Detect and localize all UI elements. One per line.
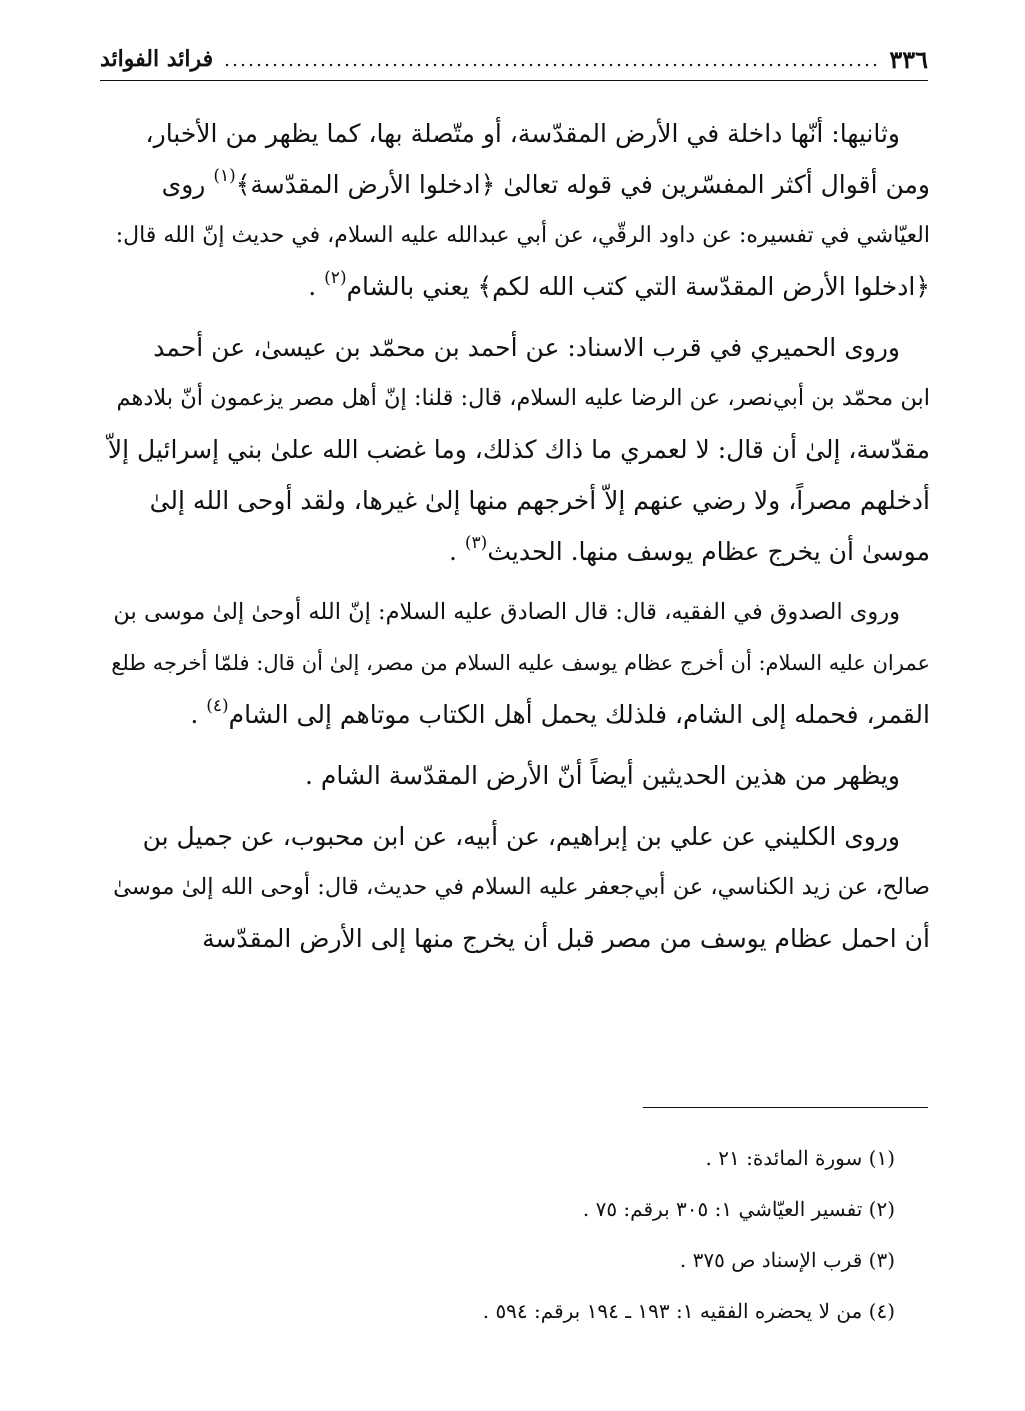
text-line: صالح، عن زيد الكناسي، عن أبي‌جعفر عليه السلام في حديث، قال: أوحى الله إلىٰ موسىٰ bbox=[113, 874, 930, 900]
text-line: وروى الصدوق في الفقيه، قال: قال الصادق عليه السلام: إنّ الله أوحىٰ إلىٰ موسى بن bbox=[113, 599, 900, 625]
text-line: القمر، فحمله إلى الشام، فلذلك يحمل أهل الكتاب موتاهم إلى الشام$^{(٤)}$ . bbox=[190, 696, 930, 729]
footnote: (٢) تفسير العيّاشي ١: ٣٠٥ برقم: ٧٥ . bbox=[582, 1197, 895, 1221]
footnote-separator bbox=[643, 1107, 928, 1108]
paragraph bbox=[100, 811, 930, 964]
main-text bbox=[100, 108, 930, 974]
text-line: وروى الكليني عن علي بن إبراهيم، عن أبيه، عن ابن محبوب، عن جميل بن bbox=[142, 822, 900, 851]
footnote-marker: (٤) bbox=[206, 696, 229, 716]
footnote-marker: (١) bbox=[213, 166, 236, 186]
paragraph bbox=[100, 108, 930, 312]
page-number: ٣٣٦ bbox=[889, 44, 928, 74]
paragraph bbox=[100, 750, 930, 801]
footnote-marker: (٣) bbox=[464, 533, 488, 553]
footnote: (٣) قرب الإسناد ص ٣٧٥ . bbox=[679, 1248, 895, 1272]
text-line: العيّاشي في تفسيره: عن داود الرقّي، عن أبي عبدالله عليه السلام، في حديث إنّ الله قال: bbox=[115, 223, 930, 248]
text-line: أدخلهم مصراً، ولا رضي عنهم إلاّ أخرجهم منها إلىٰ غيرها، ولقد أوحى الله إلىٰ bbox=[149, 486, 930, 515]
header-dot-leader bbox=[223, 63, 879, 67]
footnote: (١) سورة المائدة: ٢١ . bbox=[705, 1146, 895, 1170]
paragraph bbox=[100, 322, 930, 577]
footnotes bbox=[295, 1133, 895, 1337]
text-line: ومن أقوال أكثر المفسّرين في قوله تعالىٰ ﴿ادخلوا الأرض المقدّسة﴾$^{(١)}$ روى bbox=[161, 166, 930, 199]
footnote-marker: (٢) bbox=[324, 268, 347, 288]
text-line: أن احمل عظام يوسف من مصر قبل أن يخرج منها إلى الأرض المقدّسة bbox=[202, 924, 930, 953]
text-line: موسىٰ أن يخرج عظام يوسف منها. الحديث$^{(٣)}$ . bbox=[448, 533, 930, 566]
text-line: مقدّسة، إلىٰ أن قال: لا لعمري ما ذاك كذلك، وما غضب الله علىٰ بني إسرائيل إلاّ bbox=[107, 435, 930, 464]
footnote: (٤) من لا يحضره الفقيه ١: ١٩٣ ـ ١٩٤ برقم: ٥٩٤ . bbox=[482, 1299, 895, 1323]
text-line: وروى الحميري في قرب الاسناد: عن أحمد بن محمّد بن عيسىٰ، عن أحمد bbox=[153, 333, 900, 362]
text-line: ابن محمّد بن أبي‌نصر، عن الرضا عليه السلام، قال: قلنا: إنّ أهل مصر يزعمون أنّ بلادهم bbox=[116, 385, 930, 411]
text-line: عمران عليه السلام: أن أخرج عظام يوسف عليه السلام من مصر، إلىٰ أن قال: فلمّا أخرجه طلع bbox=[111, 651, 930, 675]
text-line: ﴿ادخلوا الأرض المقدّسة التي كتب الله لكم﴾ يعني بالشام$^{(٢)}$ . bbox=[308, 268, 930, 301]
running-header bbox=[100, 38, 928, 81]
text-line: ويظهر من هذين الحديثين أيضاً أنّ الأرض المقدّسة الشام . bbox=[304, 761, 900, 790]
book-title: فرائد الفوائد bbox=[100, 46, 214, 72]
paragraph bbox=[100, 587, 930, 740]
text-line: وثانيها: أنّها داخلة في الأرض المقدّسة، أو متّصلة بها، كما يظهر من الأخبار، bbox=[145, 119, 900, 148]
